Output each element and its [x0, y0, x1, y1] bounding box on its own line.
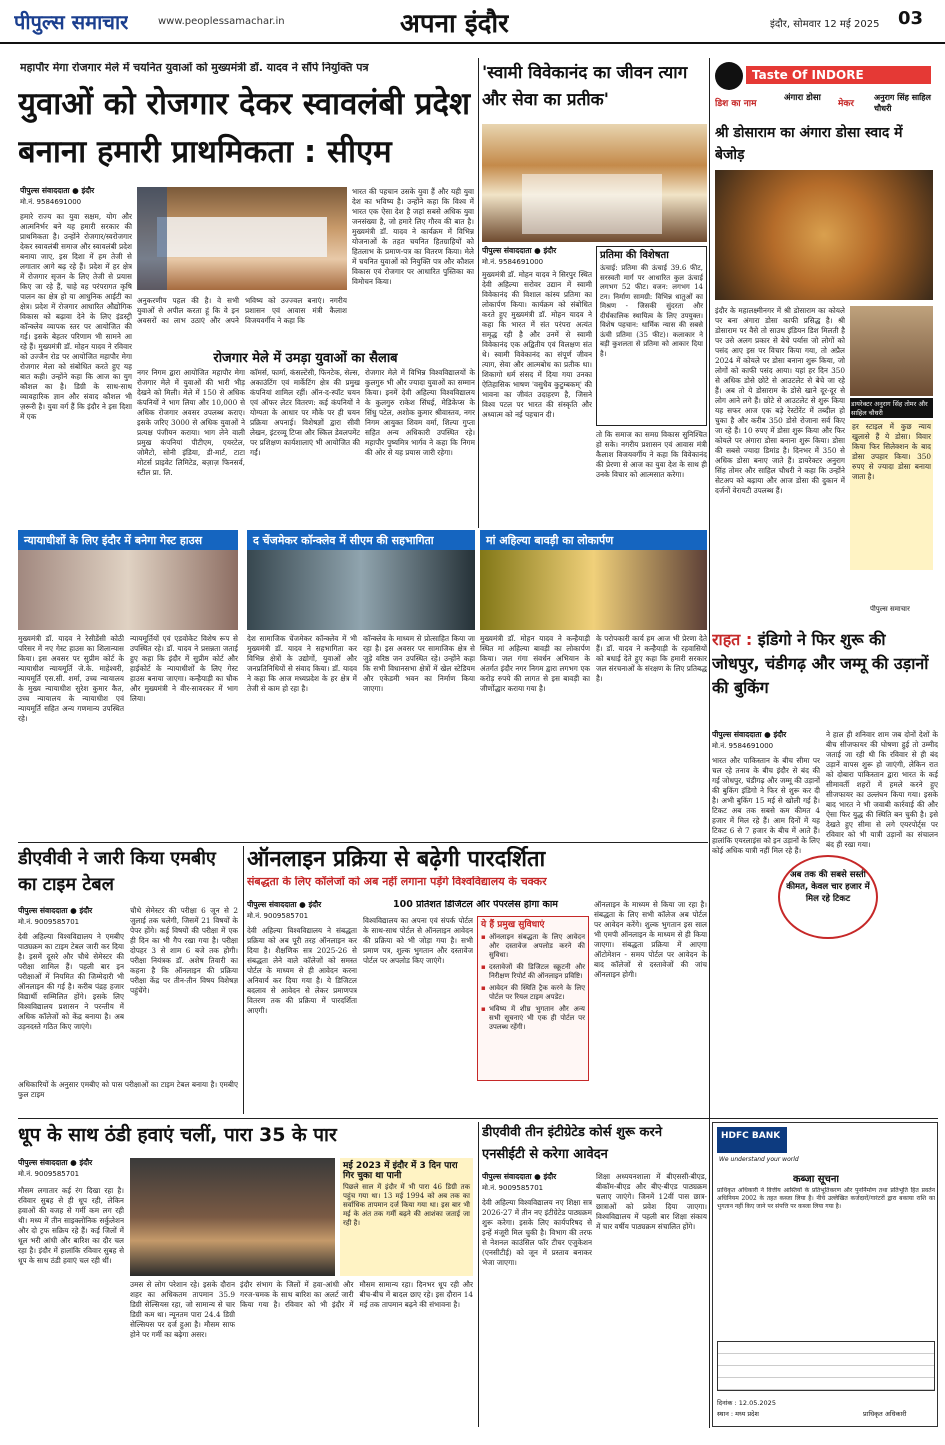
weather-headline: धूप के साथ ठंडी हवाएं चलीं, पारा 35 के पार: [18, 1124, 337, 1146]
byline-text: पीपुल्स संवाददाता ● इंदौर: [20, 186, 95, 195]
hdfc-name: HDFC BANK: [721, 1131, 781, 1141]
integrated-byline: [482, 1172, 592, 1193]
page-number: 03: [898, 8, 924, 29]
online-sub: संबद्धता के लिए कॉलेजों को अब नहीं लगाना पड़ेंगे विश्वविद्यालय के चक्कर: [247, 876, 547, 888]
bawdi-photo: [480, 550, 707, 630]
byline-mobile: मो.नं. 9009585701: [18, 918, 80, 926]
weather-body2: उमस से लोग परेशान रहे। इसके दौरान शहर का अधिकतम तापमान 35.9 डिग्री सेल्सियस रहा, जो सामान्य से चार डिग्री कम था। न्यूनतम पारा 24.4 डिग्री सेल्सियस पर दर्ज हुआ है। मौसम साफ होने पर गर्मी का बढ़ेगा असर।: [130, 1280, 235, 1339]
online-box-body: विश्वविद्यालय का अपना एवं संपर्क पोर्टल के साथ-साथ पोर्टल से ऑनलाइन आवेदन की प्रक्रिया को भी जोड़ा गया है। सभी प्रमाण पत्र, शुल्क भुगतान और दस्तावेज पोर्टल पर अपलोड किए जाएंगे।: [363, 916, 473, 965]
divider: [18, 1118, 938, 1119]
indigo-prefix: राहत :: [712, 630, 753, 649]
weather-box-body: पिछले साल में इंदौर में भी पारा 46 डिग्री तक पहुंच गया था। 13 मई 1994 को अब तक का सर्वाधिक तापमान दर्ज किया गया था। इस बार भी मई के अंत तक गर्मी बढ़ने की आशंका जताई जा रही है।: [343, 1183, 470, 1228]
weather-body1: मौसम लगातार कई रंग दिखा रहा है। रविवार सुबह से ही धूप रही, लेकिन हवाओं की वजह से गर्मी कम लग रही थी। मध्य में तीन साइक्लोनिक सर्कुलेशन और दो ट्रफ सक्रिय रहे हैं। कई जिलों में धूल भरी आंधी और बारिश का दौर चल रहा है। इंदौर में हालांकि रविवार सुबह से धूप के साथ ठंडी हवाएं चल रही थीं।: [18, 1186, 124, 1265]
divider: [18, 842, 708, 843]
taste-credit: पीपुल्स समाचार: [870, 605, 910, 613]
brand-logo: पीपुल्स समाचार: [14, 10, 129, 34]
hdfc-notice: [712, 1122, 938, 1427]
weather-body3: इंदौर संभाग के जिलों में हवा-आंधी और गरज-चमक के साथ बारिश का अलर्ट जारी किया गया है। रविवार को भी इंदौर में मौसम सामान्य रहा। दिनभर धूप रही और बीच-बीच में बादल छाए रहे। इस दौरान 14 मई तक तापमान बढ़ने की संभावना है।: [240, 1280, 473, 1309]
lead-col1: हमारे राज्य का युवा सक्षम, योग और आत्मनिर्भर बने यह हमारी सरकार की प्राथमिकता है। उन्होंने रोजगार/स्वरोजगार देकर स्वावलंबी समाज और स्वावलंबी प्रदेश बनाया जाए, इस दिशा में हम तेजी से लगातार आगे बढ़ रहे हैं। प्रदेश में हर क्षेत्र में रोजगार सृजन के लिए तेजी से प्रयास किए जा रहे हैं, चाहे वह परंपरागत कृषि पालन का क्षेत्र हो या आधुनिक आईटी का क्षेत्र। प्रदेश में रोजगार आधारित औद्योगिक विकास को बढ़ावा देने के लिए इंडस्ट्री कॉन्क्लेव व्यापक स्तर पर आयोजित की गई। इसके बेहतर परिणाम भी सामने आ रहे हैं। मुख्यमंत्री डॉ. मोहन यादव ने रविवार को उज्जैन रोड पर आयोजित महापौर मेगा रोजगार मेला को संबोधित करते हुए यह बात कही। उन्होंने कहा कि आज का युग कौशल का है। डिग्री के साथ-साथ व्यावहारिक ज्ञान और संवाद कौशल भी ज़रूरी है। युवा वर्ग हैं कि इंदौर ने इस दिशा में एक: [20, 212, 132, 421]
weather-photo: [130, 1158, 335, 1276]
integrated-body2: शिक्षा अध्ययनशाला में बीएससी-बीएड, बीकॉम-बीएड और बीए-बीएड पाठ्यक्रम चलाए जाएंगे। जिनमें 12वीं पास छात्र-छात्राओं को प्रवेश दिया जाएगा। विश्वविद्यालय में पहली बार शिक्षा संकाय में चार वर्षीय पाठ्यक्रम संचालित होंगे।: [596, 1172, 707, 1231]
online-body1: देवी अहिल्या विश्वविद्यालय ने संबद्धता प्रक्रिया को अब पूरी तरह ऑनलाइन कर दिया है। शैक्षणिक सत्र 2025-26 से संबद्धता लेने वाले कॉलेजों को समस्त पोर्टल के माध्यम से ही आवेदन करना अनिवार्य कर दिया गया है। ये डिजिटल बदलाव से आवेदन से लेकर प्रमाणपत्र वितरण तक की प्रक्रिया में पारदर्शिता आएगी।: [247, 926, 357, 1015]
online-body3: ऑनलाइन के माध्यम से किया जा रहा है। संबद्धता के लिए सभी कॉलेज अब पोर्टल पर आवेदन करेंगे। शुल्क भुगतान इस साल भी एमपी ऑनलाइन के माध्यम से ही किया जाएगा। संबद्धता प्रक्रिया में आएगा ऑटोमेशन - समय पोर्टल पर आवेदन के बाद कॉलेजों से दस्तावेजों की जांच ऑनलाइन होगी।: [594, 900, 707, 979]
bawdi-text-b: के परोपकारी कार्य हम आज भी प्रेरणा देते हैं। डॉ. यादव ने कन्हैयाड़ी के रहवासियों को बधाई देते हुए कहा कि हमारी सरकार जल संरचनाओं के संरक्षण के लिए प्रतिबद्ध है।: [596, 634, 707, 683]
indigo-byline: [712, 730, 832, 751]
byline-mobile: मो.नं. 9584691000: [712, 742, 774, 750]
byline-mobile: मो.नं. 9584691000: [482, 258, 544, 266]
vivek-headline: 'स्वामी विवेकानंद का जीवन त्याग और सेवा का प्रतीक': [482, 63, 688, 110]
weather-box: [340, 1158, 473, 1276]
indigo-body2: ने हाल ही शनिवार शाम जब दोनों देशों के बीच सीजफायर की घोषणा हुई तो उम्मीद जताई जा रही थी कि रविवार से ही बंद उड़ानें वापस शुरू हो जाएंगी, लेकिन रात को दोबारा पाकिस्तान द्वारा भारत के कई सीमावर्ती शहरों में हमले करने हुए सीजफायर का उल्लंघन किया गया। इसके बाद भारत ने भी जवाबी कार्रवाई की और ऐसा फिर युद्ध की स्थिति बन चुकी है। इसे देखते हुए सीमा से लगे एयरपोर्ट्स पर रविवार को भी यात्री उड़ानों का संचालन बंद ही रखा गया।: [826, 730, 938, 849]
indigo-body1: भारत और पाकिस्तान के बीच सीमा पर चल रहे तनाव के बीच इंदौर से बंद की गई जोधपुर, चंडीगढ़ और जम्मू की उड़ानों की बुकिंग इंडिगो ने फिर से शुरू कर दी है। अभी बुकिंग 15 मई से खोली गई है। टिकट अब तक सबसे कम कीमत 4 हजार में मिल रहे हैं। आम दिनों में यह टिकट 6 से 7 हजार के बीच में आते हैं। हालांकि एयरलाइंस को इन उड़ानों के लिए कोई अधिक यात्री नहीं मिल रहे हैं।: [712, 756, 820, 855]
facilities-head: ये हैं प्रमुख सुविधाएं: [481, 920, 545, 930]
hdfc-place: स्थान : मध्य प्रदेश: [717, 1410, 759, 1418]
lead-sub-col1: नगर निगम द्वारा आयोजित महापौर मेगा रोजगार मेले में युवाओं की भारी भीड़ देखने को मिली। मेले में 150 से अधिक कंपनियों ने भाग लिया और 10,000 से अधिक रोजगार अवसर उपलब्ध कराए। इसके जरिए 3000 से अधिक युवाओं ने प्रत्यक्ष पंजीयन कराया। भाग लेने वाली प्रमुख कंपनियां पीटीएम, एयरटेल, जोमैटो, सोनी इंडिया, डी-मार्ट, टाटा मोटर्स प्राइवेट लिमिटेड, बज़ाज़ फिनसर्व, स्टील प्रा. लि.: [137, 368, 245, 477]
byline-text: पीपुल्स संवाददाता ● इंदौर: [482, 246, 557, 255]
hdfc-title: कब्जा सूचना: [793, 1174, 840, 1185]
taste-side: हर स्टाइल में कुछ न्याय खुलासे हैं ये डोसा। विवार किया फिर सिलेक्शन के बाद डोसा उपहार किया। 350 रुपए से ज्यादा डोसा बनाया जाता है।: [850, 420, 933, 570]
online-box-head: 100 प्रतिशत डिजिटल और पेपरलेस होगा काम: [392, 900, 558, 910]
taste-title: Taste Of INDORE: [746, 66, 931, 84]
davv-headline: डीएवीवी ने जारी किया एमबीए का टाइम टेबल: [18, 848, 216, 895]
statue-box-title: प्रतिमा की विशेषता: [600, 250, 669, 261]
taste-dish-value: अंगारा डोसा: [784, 93, 821, 103]
guesthouse-text-a: मुख्यमंत्री डॉ. यादव ने रेसीडेंसी कोठी परिसर में नए गेस्ट हाउस का शिलान्यास किया। इस अवसर पर सुप्रीम कोर्ट के न्यायाधीश न्यायमूर्ति जे.के. माहेश्वरी, न्यायमूर्ति एस.सी. शर्मा, उच्च न्यायालय के मुख्य न्यायाधीश सुरेश कुमार कैत, उच्च न्यायालय के न्यायाधीश एवं न्यायमूर्ति सहित अन्य गणमान्य उपस्थित रहे।: [18, 634, 124, 723]
vivek-col-tail: तो कि समाज का समग्र विकास सुनिश्चित हो सके। नगरीय प्रशासन एवं आवास मंत्री कैलाश विजयवर्गीय ने कहा कि विवेकानंद की प्रेरणा से आज का युवा देश के साथ ही उनके विचार को आत्मसात करेगा।: [596, 430, 707, 479]
integrated-headline: डीएवीवी तीन इंटीग्रेटेड कोर्स शुरू करने एनसीईटी से करेगा आवेदन: [482, 1125, 663, 1162]
facility-item: ▪ भविष्य में शीघ्र भुगतान और अन्य सभी सूचनाएं भी एक ही पोर्टल पर उपलब्ध रहेंगी।: [481, 1005, 585, 1032]
online-byline: [247, 900, 357, 921]
byline-mobile: मो.नं. 9009585701: [247, 912, 309, 920]
facility-item: ▪ आवेदन की स्थिति ट्रैक करने के लिए पोर्टल पर रियल टाइम अपडेट।: [481, 984, 585, 1002]
byline-mobile: मो.नं. 9584691000: [20, 198, 82, 206]
taste-photo: [715, 170, 933, 300]
mid-bar-bawdi: मां अहिल्या बावड़ी का लोकार्पण: [480, 530, 707, 551]
lead-sub-bar: रोजगार मेले में उमड़ा युवाओं का सैलाब: [137, 345, 474, 369]
vivek-statue-box: [596, 246, 707, 426]
facilities-list: [481, 933, 585, 1032]
facility-item: ▪ ऑनलाइन संबद्धता के लिए आवेदन और दस्तावेज अपलोड करने की सुविधा।: [481, 933, 585, 960]
facility-item: ▪ दस्तावेजों की डिजिटल स्क्रूटनी और निरीक्षण रिपोर्ट की ऑनलाइन प्रविष्टि।: [481, 963, 585, 981]
davv-byline: [18, 906, 128, 927]
lead-headline: युवाओं को रोजगार देकर स्वावलंबी प्रदेश बनाना हमारी प्राथमिकता : सीएम: [18, 86, 471, 170]
lead-kicker: महापौर मेगा रोजगार मेले में चयनित युवाओं को मुख्यमंत्री डॉ. यादव ने सौंपे नियुक्ति पत्र: [20, 62, 369, 74]
taste-headline: श्री डोसाराम का अंगारा डोसा स्वाद में बेजोड़: [715, 125, 903, 163]
hdfc-officer: प्राधिकृत अधिकारी: [863, 1410, 907, 1418]
vivek-byline: [482, 246, 602, 267]
weather-box-head: मई 2023 में इंदौर में 3 दिन पारा गिर चुका था पानी: [343, 1161, 458, 1182]
online-facilities-box: [477, 916, 589, 1081]
taste-photo-caption: डायरेक्टर अनुराग सिंह तोमर और साहिल चौधरी: [850, 398, 933, 418]
byline-mobile: मो.नं. 9009585701: [18, 1170, 80, 1178]
divider: [243, 846, 244, 1114]
byline-mobile: मो.नं. 9009585701: [482, 1184, 544, 1192]
taste-body: इंदौर के महालक्ष्मीनगर में श्री डोसाराम का कोयले पर बना अंगारा डोसा काफी प्रसिद्ध है। श्री डोसाराम पर वैसे तो साउथ इंडियन डिश मिलती है पर उसे अलग प्रकार से बेचे पर्यास जो लोगों को पसंद आए इस पर विचार किया गया, तो अप्रैल 2024 में कोयले पर डोसा बनाना शुरू किया, जो लोगों को काफी पसंद आया। यहां हर दिन 350 से अधिक डोसे छोटे से आउटलेट से बेचे जा रहे हैं। अब तो ये डोसाराम के डोसे खाने दूर-दूर से लोग आने लगे हैं। छोटे से आउटलेट से शुरू किया यह सफर आज एक बड़े रेस्टोरेंट में तब्दील हो चुका है और करीब 350 डोसे रोजाना सर्व किए जा रहे हैं। 10 रुपए में डोसा शुरू किया और फिर कोयले पर अंगारा डोसा बनाना शुरू किया। डोसा की सबसे ज्यादा डिमांड है। दिनभर में 350 से अधिक डोसा बनाए जाते हैं। डायरेक्टर अनुराग सिंह तोमर और साहिल चौधरी ने कहा कि उन्होंने सेटअप को बढ़ाया और आज डोसा की दुकान में दर्जनों वेरायटी उपलब्ध हैं।: [715, 306, 845, 495]
hdfc-tagline: We understand your world: [719, 1156, 799, 1163]
taste-maker-label: मेकर: [838, 99, 854, 109]
lead-byline: [20, 186, 130, 207]
indigo-quote: अब तक की सबसे सस्ती कीमत, केवल चार हजार में मिल रहे टिकट: [778, 855, 878, 939]
weather-byline: [18, 1158, 128, 1179]
byline-text: पीपुल्स संवाददाता ● इंदौर: [482, 1172, 557, 1181]
changemaker-photo: [247, 550, 475, 630]
mid-bar-changemaker: द चेंजमेकर कॉन्क्लेव में सीएम की सहभागिता: [247, 530, 475, 551]
masthead: [0, 0, 945, 44]
byline-text: पीपुल्स संवाददाता ● इंदौर: [712, 730, 787, 739]
indigo-title: इंडिगो ने फिर शुरू की जोधपुर, चंडीगढ़ और जम्मू की उड़ानों की बुकिंग: [712, 630, 929, 697]
bawdi-text-a: मुख्यमंत्री डॉ. मोहन यादव ने कन्हैयाड़ी स्थित मां अहिल्या बावड़ी का लोकार्पण किया। जल गंगा संवर्धन अभियान के अंतर्गत इंदौर नगर निगम द्वारा लगभग एक करोड़ रुपये की लागत से इस बावड़ी का जीर्णोद्धार कराया गया है।: [480, 634, 590, 693]
lead-photo: [137, 187, 347, 290]
statue-box-body: ऊंचाई: प्रतिमा की ऊंचाई 39.6 फीट, सरस्वती मार्ग पर आधारित कुल ऊंचाई लगभग 52 फीट। वजन: लगभग 14 टन। निर्माण सामग्री: विभिन्न धातुओं का मिश्रण - जिसकी सुंदरता और दीर्घकालिक स्थायित्व के लिए उपयुक्त। विशेष पहचान: धार्मिक न्यास की सबसे ऊंची प्रतिमा (35 फीट)। कलाकार ने बड़ी कुशलता से प्रतिमा को आकार दिया है।: [600, 264, 703, 358]
divider: [709, 58, 710, 1428]
taste-panel: [710, 60, 936, 625]
davv-body1: देवी अहिल्या विश्वविद्यालय ने एमबीए पाठ्यक्रम का टाइम टेबल जारी कर दिया है। इसमें दूसरे और चौथे सेमेस्टर की परीक्षा शामिल हैं। पहली बार इन परीक्षाओं में नियमित की जिम्मेदारी भी ऑनलाइन की गई है। करीब पंद्रह हजार विद्यार्थी सम्मिलित होंगे। इसके लिए विश्वविद्यालय प्रशासन ने परन्तीय में अधिक कॉलेजों को केंद्र बनाया है। अब उड़नदस्ते गठित किए जाएंगे।: [18, 932, 124, 1031]
mid-bar-guesthouse: न्यायाधीशों के लिए इंदौर में बनेगा गेस्ट हाउस: [18, 530, 238, 551]
vivek-photo: [482, 124, 707, 242]
lead-sub-col3: रोजगार मेले में विभिन्न विश्वविद्यालयों के कुलगुरु भी और ज्यादा युवाओं का सम्मान किया। इनमें देवी अहिल्या विश्वविद्यालय के कुलगुरु राकेश सिंघई, मेडिकेप्स के सिंधु पटेल, अशोक कुमार श्रीवास्तव, नगर निगम आयुक्त शिवम वर्मा, शिल्पा गुप्ता सहित अन्य अधिकारी उपस्थित रहे। महापौर पुष्यमित्र भार्गव ने कहा कि निगम की ओर से यह प्रयास जारी रहेगा।: [365, 368, 475, 457]
taste-owners-photo: [850, 306, 933, 396]
vivek-body: मुख्यमंत्री डॉ. मोहन यादव ने सिरपुर स्थित देवी अहिल्या सरोवर उद्यान में स्वामी विवेकानंद की विशाल कांस्य प्रतिमा का लोकार्पण किया। कार्यक्रम को संबोधित करते हुए मुख्यमंत्री डॉ. मोहन यादव ने कहा कि भारत में संत परंपरा अत्यंत समृद्ध रही है और उनमें से स्वामी विवेकानंद एक अद्वितीय एवं विलक्षण संत थे। स्वामी विवेकानंद का संपूर्ण जीवन त्याग, सेवा और आत्मबोध का प्रतीक था। शिकागो धर्म संसद में दिया गया उनका ऐतिहासिक भाषण 'वसुधैव कुटुम्बकम्' की भावना का जीवंत उदाहरण है, जिसने विश्व पटल पर भारत की संस्कृति और अध्यात्म को नई पहचान दी।: [482, 270, 592, 419]
changemaker-text-b: कॉन्क्लेव के माध्यम से प्रोत्साहित किया जा रहा है। इस अवसर पर सामाजिक क्षेत्र से जुड़े वरिष्ठ जन उपस्थित रहे। उन्होंने कहा कि सभी विधानसभा क्षेत्रों में खेल स्टेडियम और एकेडमी भवन का निर्माण किया जाएगा।: [363, 634, 475, 693]
online-headline: ऑनलाइन प्रक्रिया से बढ़ेगी पारदर्शिता: [247, 847, 546, 872]
byline-text: पीपुल्स संवाददाता ● इंदौर: [247, 900, 322, 909]
byline-text: पीपुल्स संवाददाता ● इंदौर: [18, 906, 93, 915]
indigo-headline: [712, 628, 938, 700]
hdfc-table: [717, 1341, 935, 1391]
integrated-body1: देवी अहिल्या विश्वविद्यालय नए शिक्षा सत्र 2026-27 में तीन नए इंटीग्रेटेड पाठ्यक्रम शुरू करेगा। इसके लिए कार्यपरिषद से इन्हें मंजूरी मिल चुकी है। विभाग की तरफ से नेशनल काउंसिल फॉर टीचर एजुकेशन (एनसीटीई) को जून में प्रस्ताव बनाकर भेजा जाएगा।: [482, 1198, 592, 1267]
divider: [478, 58, 479, 528]
guesthouse-photo: [18, 550, 238, 630]
lead-sub-col2: कॉमर्स, फार्मा, कंसल्टेंसी, फिनटेक, सेल्स, अकाउंटिंग एवं मार्केटिंग क्षेत्र की प्रमुख कंपनियां शामिल रहीं। ऑन-द-स्पॉट चयन एवं ऑफर लेटर वितरण: कई कंपनियों ने योग्यता के आधार पर मौके पर ही चयन प्रक्रिया अपनाई। विशेषज्ञों द्वारा सीवी लेखन, इंटरव्यू टिप्स और स्किल डेवलपमेंट पर प्रशिक्षण कार्यशालाएं भी आयोजित की गईं।: [250, 368, 360, 457]
website-url[interactable]: www.peoplessamachar.in: [158, 16, 285, 27]
divider: [478, 1122, 479, 1427]
changemaker-text-a: देश सामाजिक चेंजमेकर कॉन्क्लेव में भी मुख्यमंत्री डॉ. यादव ने सहभागिता कर विभिन्न क्षेत्रों के उद्योगों, युवाओं और जनप्रतिनिधियों से संवाद किया। डॉ. यादव ने कहा कि आज मध्यप्रदेश के हर क्षेत्र में तेजी से काम हो रहा है।: [247, 634, 357, 693]
section-title: अपना इंदौर: [400, 9, 509, 39]
lead-col3: भारत की पहचान उसके युवा हैं और यही युवा देश का भविष्य है। उन्होंने कहा कि विश्व में भारत एक ऐसा देश है जहां सबसे अधिक युवा जनसंख्या है, जो हमारे लिए गौरव की बात है। मुख्यमंत्री डॉ. यादव ने कार्यक्रम में विभिन्न योजनाओं के तहत चयनित हितग्राहियों को हितलाभ के प्रमाण-पत्र का वितरण किया। मेले में चयनित युवाओं को नियुक्ति पत्र और कौशल विकास एवं रोजगार पर आधारित पुस्तिका का विमोचन किया।: [352, 187, 474, 286]
taste-logo: [715, 62, 743, 90]
byline-text: पीपुल्स संवाददाता ● इंदौर: [18, 1158, 93, 1167]
issue-date: इंदौर, सोमवार 12 मई 2025: [770, 19, 880, 30]
davv-tail: अधिकारियों के अनुसार एमबीए को पास परीक्षाओं का टाइम टेबल बनाया है। एमबीए फुल टाइम: [18, 1080, 238, 1099]
taste-dish-label: डिश का नाम: [715, 99, 757, 109]
guesthouse-text-b: न्यायमूर्तियों एवं एडवोकेट विशेष रूप से उपस्थित रहे। डॉ. यादव ने प्रसन्नता जताई हुए कहा कि इंदौर में सुप्रीम कोर्ट और हाईकोर्ट के न्यायाधीशों के लिए गेस्ट हाउस बनाया जाएगा। कन्हैयाड़ी का चौक और मुख्यमंत्री ने वीर-सावरकर में भाग लिया।: [130, 634, 238, 703]
hdfc-body: प्राधिकृत अधिकारी ने वित्तीय आस्तियों के प्रतिभूतिकरण और पुनर्निर्माण तथा प्रतिभूति हित प्रवर्तन अधिनियम 2002 के तहत कब्जा लिया है। नीचे उल्लेखित कर्जदारों/गारंटरों द्वारा बकाया राशि का भुगतान नहीं किए जाने पर संपत्ति पर कब्जा लिया गया है।: [717, 1187, 935, 1210]
lead-col2: अनुकरणीय पहल की है। वे सभी युवाओं से अपील करता हूं कि वे इन अवसरों का लाभ उठाएं और अपने भविष्य को उज्ज्वल बनाएं। नगरीय प्रशासन एवं आवास मंत्री कैलाश विजयवर्गीय ने कहा कि: [137, 296, 347, 325]
taste-maker-value: अनुराग सिंह साहिल चौधरी: [874, 93, 931, 113]
davv-body2: चौथे सेमेस्टर की परीक्षा 6 जून से 2 जुलाई तक चलेगी, जिसमें 21 विषयों के पेपर होंगे। कई विषयों की परीक्षा में एक ही दिन का भी गैप रखा गया है। परीक्षा दोपहर 3 से शाम 6 बजे तक होगी। परीक्षा नियंत्रक डॉ. अशेष तिवारी का कहना है कि ऑनलाइन की प्रक्रिया परीक्षा केंद्र पर तीन-तीन विषय विशेषज्ञ पहुंचेंगे।: [130, 906, 238, 995]
hdfc-date: दिनांक : 12.05.2025: [717, 1399, 776, 1407]
